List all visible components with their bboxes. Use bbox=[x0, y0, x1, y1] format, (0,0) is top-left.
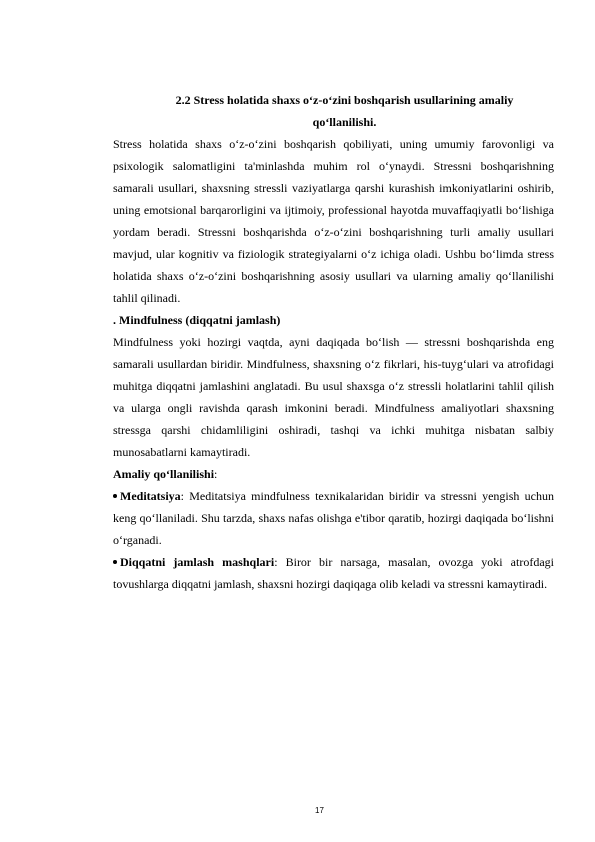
document-body bbox=[113, 89, 554, 595]
practical-colon: : bbox=[214, 467, 218, 481]
page-number: 17 bbox=[315, 806, 324, 815]
bullet-text: : Meditatsiya mindfulness texnikalaridan biridir va stressni yengish uchun keng qo‘llaniladi. Shu tarzda, shaxs nafas olishga e'tibor qaratib, hozirgi daqiqada bo‘lishni o‘rganadi. bbox=[113, 489, 554, 547]
bullet-item-diqqatni-jamlash bbox=[113, 551, 554, 595]
practical-label: Amaliy qo‘llanilishi bbox=[113, 467, 215, 481]
mindfulness-paragraph bbox=[113, 331, 554, 463]
bullet-term: Meditatsiya bbox=[120, 489, 181, 503]
bullet-item-meditatsiya bbox=[113, 485, 554, 551]
bullet-text: : Biror bir narsaga, masalan, ovozga yoki atrofdagi tovushlarga diqqatni jamlash, shaxsni hozirgi daqiqaga olib keladi va stressni kamaytiradi. bbox=[113, 555, 554, 591]
intro-paragraph bbox=[113, 133, 554, 309]
bullet-icon bbox=[113, 494, 117, 498]
practical-heading bbox=[113, 463, 554, 485]
section-heading-line2: qo‘llanilishi. bbox=[312, 115, 377, 129]
intro-paragraph-text: Stress holatida shaxs o‘z-o‘zini boshqarish qobiliyati, uning umumiy farovonligi va psixologik salomatligini ta'minlashda muhim rol o‘ynaydi. Stressni boshqarishning samarali usullari, shaxsning stressli vaziyatlarga qarshi kurashish imkoniyatlarini oshirib, uning emotsional barqarorligini va ijtimoiy, professional hayotda muvaffaqiyatli bo‘lishiga yordam beradi. Stressni boshqarishda o‘z-o‘zini boshqarishning turli amaliy usullari mavjud, ular kognitiv va fiziologik strategiyalarni o‘z ichiga oladi. Ushbu bo‘limda stress holatida shaxs o‘z-o‘zini boshqarishning asosiy usullari va ularning amaliy qo‘llanilishi tahlil qilinadi. bbox=[113, 137, 554, 305]
section-heading-line1: 2.2 Stress holatida shaxs o‘z-o‘zini boshqarish usullarining amaliy bbox=[175, 93, 514, 107]
bullet-term: Diqqatni jamlash mashqlari bbox=[120, 555, 275, 569]
mindfulness-paragraph-text: Mindfulness yoki hozirgi vaqtda, ayni daqiqada bo‘lish — stressni boshqarishda eng samarali usullardan biridir. Mindfulness, shaxsning o‘z fikrlari, his-tuyg‘ulari va atrofidagi muhitga diqqatni jamlashini anglatadi. Bu usul shaxsga o‘z stressli holatlarini tahlil qilish va ularga ongli ravishda qarash imkonini beradi. Mindfulness amaliyotlari shaxsning stressga qarshi chidamliligini oshiradi, tashqi va ichki muhitga nisbatan salbiy munosabatlarni kamaytiradi. bbox=[113, 335, 554, 459]
subheading bbox=[113, 309, 554, 331]
subheading-text: . Mindfulness (diqqatni jamlash) bbox=[113, 313, 281, 327]
bullet-icon bbox=[113, 560, 117, 564]
section-heading bbox=[113, 89, 554, 133]
